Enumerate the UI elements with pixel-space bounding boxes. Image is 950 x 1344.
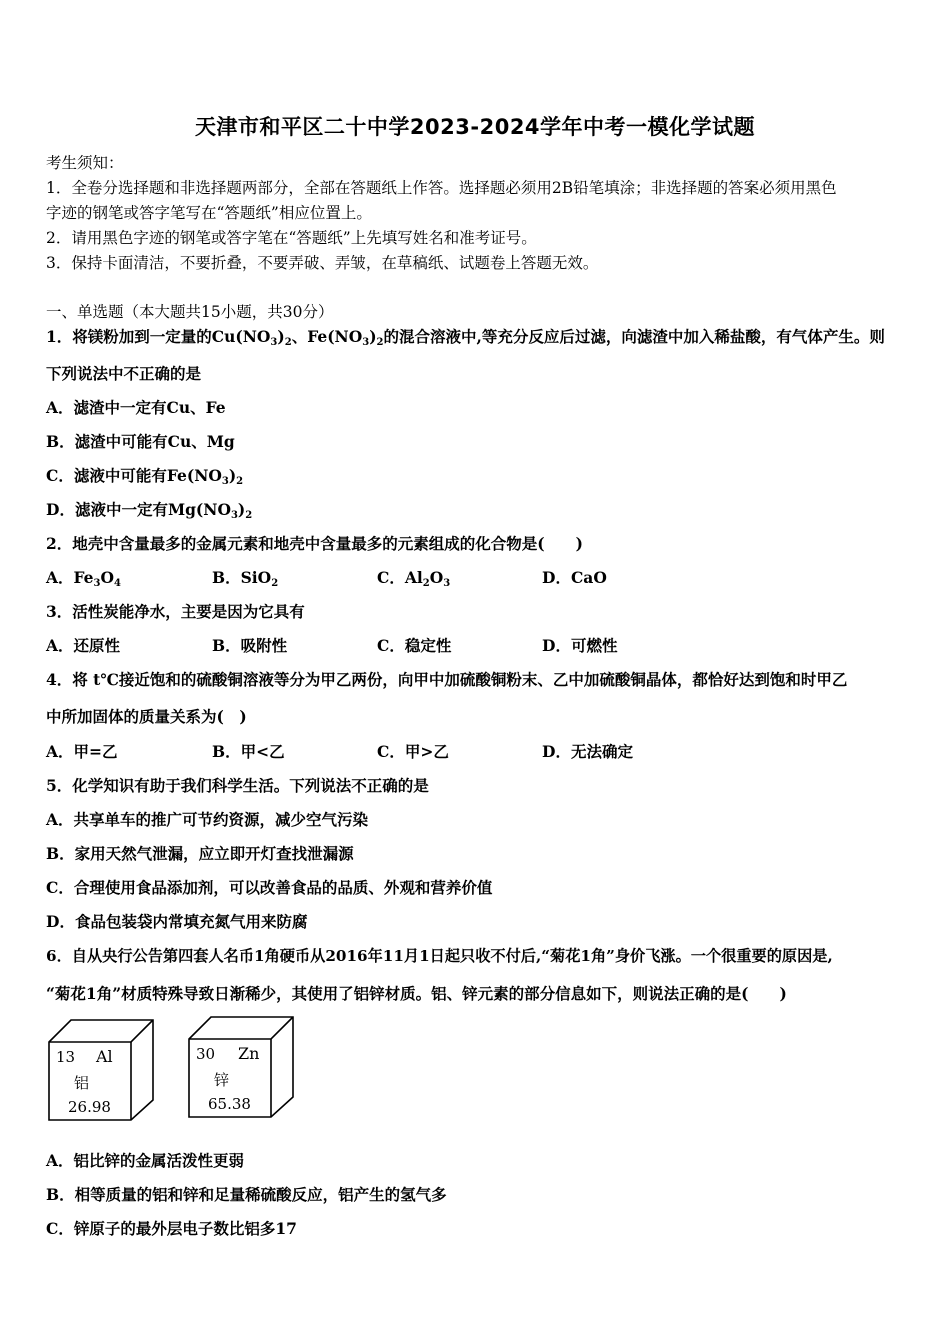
q3-option-a: A．还原性 <box>46 636 121 655</box>
notice-item-3: 3．保持卡面清洁，不要折叠，不要弄破、弄皱，在草稿纸、试题卷上答题无效。 <box>46 254 599 272</box>
q1-stem-cont: 下列说法中不正确的是 <box>46 364 202 383</box>
q2-stem: 2．地壳中含量最多的金属元素和地壳中含量最多的元素组成的化合物是( ) <box>46 534 583 553</box>
page-title: 天津市和平区二十中学2023-2024学年中考一模化学试题 <box>194 115 756 139</box>
q4-stem: 4．将 t℃接近饱和的硫酸铜溶液等分为甲乙两份，向甲中加硫酸铜粉末、乙中加硫酸铜晶体，都恰好达到饱和时甲乙 <box>46 670 848 689</box>
q6-option-c: C．锌原子的最外层电子数比铝多17 <box>46 1219 297 1238</box>
q6-option-b: B．相等质量的铝和锌和足量稀硫酸反应，铝产生的氢气多 <box>46 1185 447 1204</box>
q5-option-c: C．合理使用食品添加剂，可以改善食品的品质、外观和营养价值 <box>46 878 493 897</box>
zinc-mass: 65.38 <box>208 1095 251 1113</box>
q5-option-b: B．家用天然气泄漏，应立即开灯查找泄漏源 <box>46 844 354 863</box>
notice-heading: 考生须知： <box>46 154 124 172</box>
q4-option-b: B．甲<乙 <box>212 742 285 761</box>
q4-stem-cont: 中所加固体的质量关系为( ) <box>46 707 247 726</box>
element-card-zinc <box>186 1015 296 1124</box>
q1-stem: 1．将镁粉加到一定量的$Cu(NO_3)_2$、$Fe(NO_3)_2$的混合溶液中,等充分反应后过滤，向滤渣中加入稀盐酸，有气体产生。则 <box>46 327 885 348</box>
notice-item-1-cont: 字迹的钢笔或答字笔写在“答题纸”相应位置上。 <box>46 204 372 222</box>
notice-item-2: 2．请用黑色字迹的钢笔或答字笔在“答题纸”上先填写姓名和准考证号。 <box>46 229 537 247</box>
q3-option-c: C．稳定性 <box>377 636 452 655</box>
q1-option-c: C．滤液中可能有$Fe(NO_3)_2$ <box>46 466 244 487</box>
q5-option-d: D．食品包装袋内常填充氮气用来防腐 <box>46 912 308 931</box>
aluminum-number: 13 <box>56 1048 76 1066</box>
zinc-name: 锌 <box>214 1071 230 1089</box>
q3-option-d: D．可燃性 <box>542 636 618 655</box>
zinc-symbol: Zn <box>238 1044 260 1063</box>
q1-option-d: D．滤液中一定有$Mg(NO_3)_2$ <box>46 500 253 521</box>
q2-option-b: B．SiO$_2$ <box>212 568 279 589</box>
q4-option-a: A．甲=乙 <box>46 742 118 761</box>
q4-option-d: D．无法确定 <box>542 742 633 761</box>
q3-option-b: B．吸附性 <box>212 636 288 655</box>
q2-option-d: D．CaO <box>542 568 607 587</box>
q5-stem: 5．化学知识有助于我们科学生活。下列说法不正确的是 <box>46 776 429 795</box>
q6-stem: 6．自从央行公告第四套人名币1角硬币从2016年11月1日起只收不付后,“菊花1角”身价飞涨。一个很重要的原因是, <box>46 947 833 965</box>
q4-option-c: C．甲>乙 <box>377 742 449 761</box>
q5-option-a: A．共享单车的推广可节约资源，减少空气污染 <box>46 810 369 829</box>
q6-stem-cont: “菊花1角”材质特殊导致日渐稀少，其使用了铝锌材质。铝、锌元素的部分信息如下，则说法正确的是( ) <box>46 984 787 1003</box>
q1-option-b: B．滤渣中可能有Cu、Mg <box>46 432 235 451</box>
aluminum-symbol: Al <box>96 1047 113 1066</box>
element-card-aluminum <box>46 1018 156 1127</box>
q1-option-a: A．滤渣中一定有Cu、Fe <box>46 398 226 417</box>
q6-option-a: A．铝比锌的金属活泼性更弱 <box>46 1151 245 1170</box>
q3-stem: 3．活性炭能净水，主要是因为它具有 <box>46 602 305 621</box>
aluminum-name: 铝 <box>74 1074 90 1092</box>
notice-item-1: 1．全卷分选择题和非选择题两部分，全部在答题纸上作答。选择题必须用2B铅笔填涂；非选择题的答案必须用黑色 <box>46 179 837 197</box>
zinc-number: 30 <box>196 1045 216 1063</box>
q2-option-c: C．$Al_2O_3$ <box>377 568 451 589</box>
section-heading: 一、单选题（本大题共15小题，共30分） <box>46 303 334 321</box>
q2-option-a: A．$Fe_3O_4$ <box>46 568 121 589</box>
aluminum-mass: 26.98 <box>68 1098 111 1116</box>
